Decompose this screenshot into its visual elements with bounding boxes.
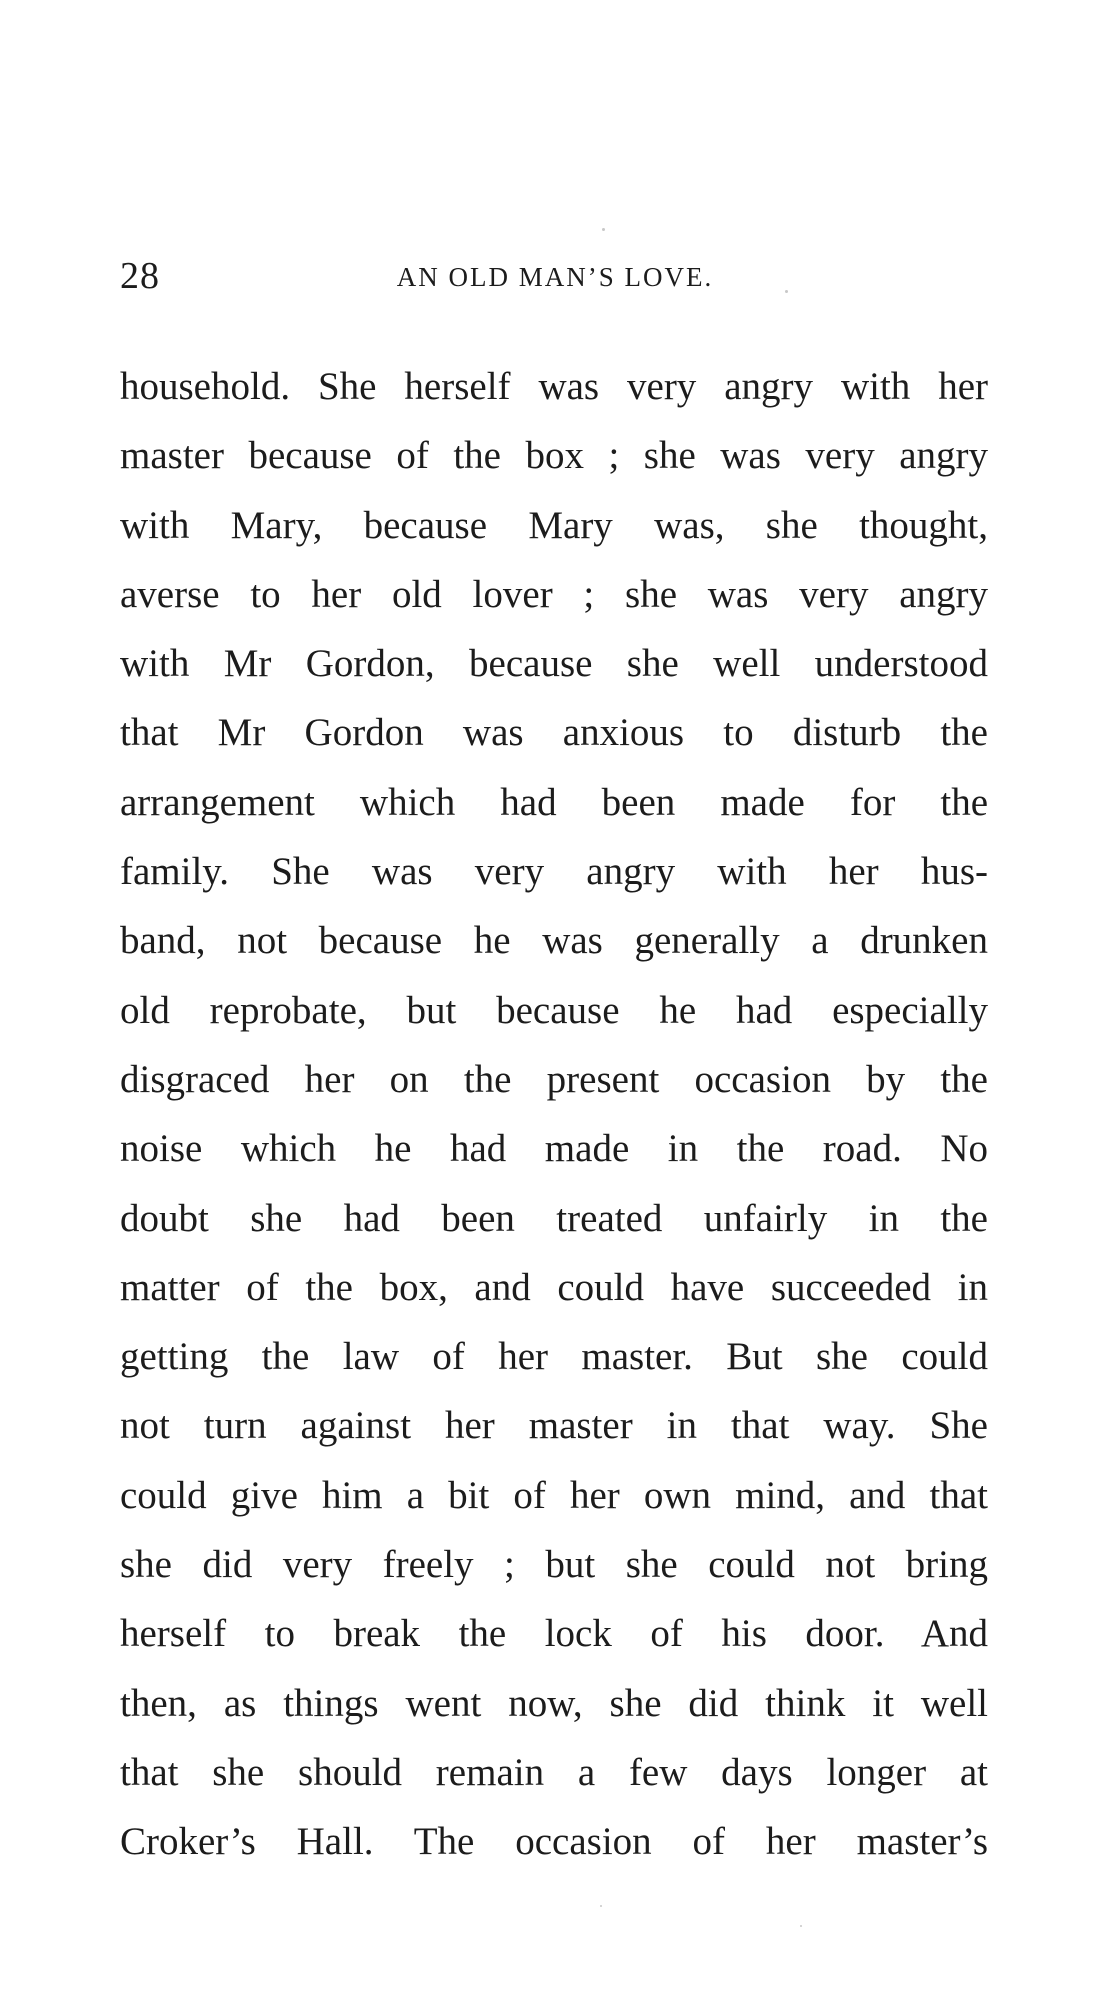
text-line: disgraced her on the present occasion by the — [120, 1057, 988, 1101]
text-line: not turn against her master in that way. She — [120, 1404, 988, 1448]
text-line: could give him a bit of her own mind, and that — [120, 1473, 988, 1517]
text-line: with Mary, because Mary was, she thought, — [120, 503, 988, 547]
text-line: doubt she had been treated unfairly in the — [120, 1196, 988, 1240]
text-line: getting the law of her master. But she could — [120, 1335, 988, 1379]
page-number: 28 — [120, 255, 160, 297]
paper-speck — [800, 1925, 802, 1927]
text-line: that Mr Gordon was anxious to disturb the — [120, 711, 988, 755]
text-line: averse to her old lover ; she was very angry — [120, 572, 988, 616]
text-line: arrangement which had been made for the — [120, 780, 988, 824]
text-line: noise which he had made in the road. No — [120, 1127, 988, 1171]
text-line: then, as things went now, she did think it well — [120, 1681, 988, 1725]
text-line: that she should remain a few days longer at — [120, 1750, 988, 1794]
page-header — [120, 248, 990, 298]
text-line: family. She was very angry with her hus- — [120, 850, 988, 894]
paper-speck — [602, 228, 605, 231]
text-line: master because of the box ; she was very angry — [120, 434, 988, 478]
text-line: Croker’s Hall. The occasion of her master’s — [120, 1820, 988, 1864]
text-line: with Mr Gordon, because she well understood — [120, 642, 988, 686]
text-line: she did very freely ; but she could not bring — [120, 1543, 988, 1587]
text-line: matter of the box, and could have succeeded in — [120, 1265, 988, 1309]
text-line: band, not because he was generally a drunken — [120, 919, 988, 963]
text-line: herself to break the lock of his door. And — [120, 1612, 988, 1656]
body-text — [120, 352, 988, 1877]
running-title: AN OLD MAN’S LOVE. — [396, 262, 714, 292]
text-line: household. She herself was very angry with her — [120, 365, 988, 408]
text-line: old reprobate, but because he had especially — [120, 988, 988, 1032]
paper-speck — [600, 1905, 602, 1907]
